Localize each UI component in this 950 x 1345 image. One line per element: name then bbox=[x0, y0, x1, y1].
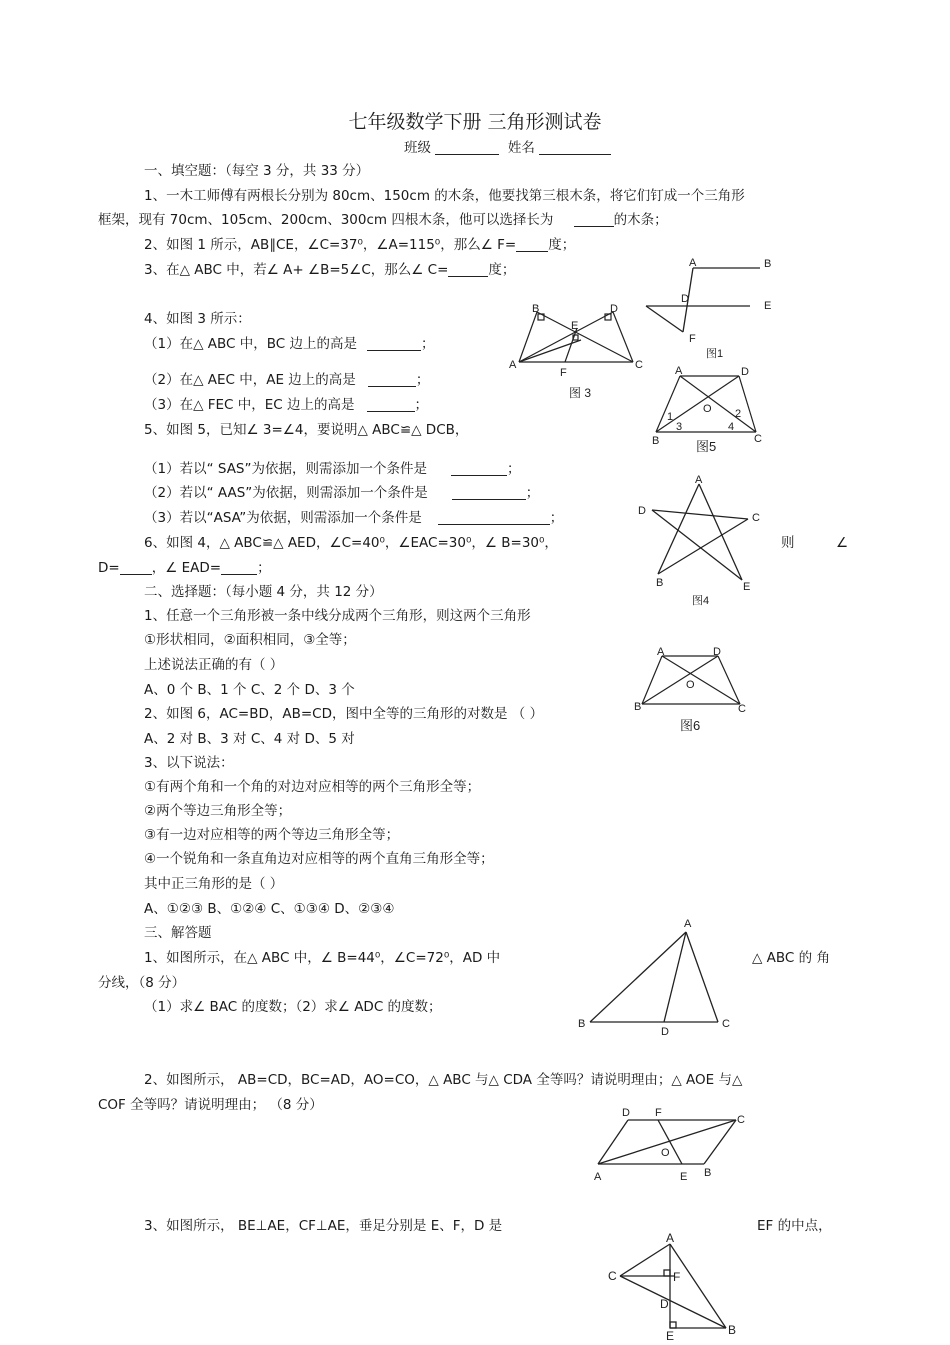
figperp-label-b: B bbox=[728, 1323, 737, 1337]
s1-q4-2-text: （2）在△ AEC 中，AE 边上的高是 bbox=[144, 372, 356, 388]
s1-q3 bbox=[144, 261, 515, 279]
s1-q1-text: 框架，现有 70cm、105cm、200cm、300cm 四根木条，他可以选择长为 bbox=[98, 212, 554, 228]
s3-q1-line2: 分线，（8 分） bbox=[98, 975, 186, 991]
s2-q3-options: A、①②③ B、①②④ C、①③④ D、②③④ bbox=[144, 901, 395, 917]
fig1-label-b: B bbox=[764, 258, 772, 270]
s1-q5-3-blank[interactable] bbox=[438, 510, 550, 525]
s1-q5-1-blank[interactable] bbox=[451, 461, 507, 476]
s1-q6-ead: ，∠ EAD= bbox=[151, 560, 222, 576]
s1-q6-ze: 则 bbox=[781, 535, 795, 551]
fig4-label-e: E bbox=[743, 581, 751, 593]
s1-q6-angle: ∠ bbox=[836, 535, 849, 551]
s1-q6-line1: 6、如图 4，△ ABC≌△ AED，∠C=40⁰，∠EAC=30⁰，∠ B=30⁰， bbox=[144, 535, 558, 551]
semicolon: ； bbox=[420, 336, 435, 352]
figperp-label-c: C bbox=[608, 1269, 617, 1283]
figure-triangle-abc bbox=[574, 914, 744, 1040]
s1-q4: 4、如图 3 所示： bbox=[144, 311, 251, 327]
name-label: 姓名 bbox=[507, 140, 535, 156]
s1-q4-3 bbox=[144, 396, 428, 414]
fig5-label-c: C bbox=[754, 433, 762, 445]
figpara-label-a: A bbox=[594, 1171, 602, 1183]
fig3-label-b: B bbox=[532, 303, 540, 315]
fig1-caption: 图1 bbox=[706, 348, 724, 360]
s1-q2-text: 2、如图 1 所示，AB∥CE，∠C=37⁰，∠A=115⁰，那么∠ F= bbox=[144, 237, 517, 253]
s3-q3-line1: 3、如图所示， BE⊥AE，CF⊥AE，垂足分别是 E、F，D 是 bbox=[144, 1218, 503, 1234]
fig6-label-c: C bbox=[738, 703, 746, 715]
class-label: 班级 bbox=[404, 140, 431, 156]
figure-4 bbox=[630, 472, 770, 608]
s2-q2: 2、如图 6，AC=BD，AB=CD，图中全等的三角形的对数是 （ ） bbox=[144, 706, 544, 722]
fig5-label-o: O bbox=[703, 403, 712, 415]
s1-q1-tail: 的木条； bbox=[613, 212, 668, 228]
s1-q5-2-text: （2）若以“ AAS”为依据，则需添加一个条件是 bbox=[144, 485, 428, 501]
fig3-label-d: D bbox=[610, 303, 618, 315]
figpara-label-o: O bbox=[661, 1147, 670, 1159]
s3-q1-line3: （1）求∠ BAC 的度数；（2）求∠ ADC 的度数； bbox=[144, 999, 442, 1015]
s2-q1-items: ①形状相同，②面积相同，③全等； bbox=[144, 632, 356, 648]
s1-q5-2 bbox=[144, 484, 539, 502]
semicolon: ； bbox=[415, 372, 430, 388]
s1-q4-1-blank[interactable] bbox=[367, 336, 421, 351]
s2-q3-item3: ③有一边对应相等的两个等边三角形全等； bbox=[144, 827, 400, 843]
figure-6 bbox=[630, 642, 754, 734]
fig5-label-b: B bbox=[652, 435, 660, 447]
s1-q6-line2 bbox=[98, 559, 271, 577]
s1-q5-3 bbox=[144, 509, 563, 527]
semicolon: ； bbox=[507, 461, 521, 477]
s1-q6-blank2[interactable] bbox=[221, 560, 257, 575]
figpara-label-c: C bbox=[737, 1114, 745, 1126]
s3-q1-line1-right: △ ABC 的 角 bbox=[752, 950, 830, 966]
figperp-label-f: F bbox=[673, 1270, 681, 1284]
figperp-label-a: A bbox=[666, 1231, 675, 1245]
s2-q3-ask: 其中正三角形的是（ ） bbox=[144, 876, 284, 892]
figure-parallelogram bbox=[590, 1102, 760, 1184]
semicolon: ； bbox=[525, 485, 540, 501]
fig5-label-a: A bbox=[675, 365, 683, 377]
fig6-label-b: B bbox=[634, 701, 642, 713]
fig1-label-d: D bbox=[681, 293, 689, 305]
fig3-label-e: E bbox=[571, 320, 579, 332]
figure-perpendicular bbox=[604, 1230, 744, 1342]
s2-q3: 3、以下说法： bbox=[144, 755, 234, 771]
fig5-label-2: 2 bbox=[735, 408, 742, 420]
figpara-label-b: B bbox=[704, 1167, 712, 1179]
s1-q6-d: D= bbox=[98, 560, 120, 576]
semicolon: ； bbox=[414, 397, 429, 413]
fig5-label-d: D bbox=[741, 366, 749, 378]
s1-q5: 5、如图 5，已知∠ 3=∠4，要说明△ ABC≌△ DCB， bbox=[144, 422, 469, 438]
figperp-label-e: E bbox=[666, 1329, 675, 1342]
s1-q1-line1: 1、一木工师傅有两根长分别为 80cm、150cm 的木条，他要找第三根木条，将它们钉成一个三角形 bbox=[144, 188, 745, 204]
s1-q5-1-text: （1）若以“ SAS”为依据，则需添加一个条件是 bbox=[144, 461, 427, 477]
semicolon: ； bbox=[549, 510, 564, 526]
s1-q5-1 bbox=[144, 460, 521, 478]
name-blank[interactable] bbox=[539, 140, 611, 155]
s1-q2-blank[interactable] bbox=[516, 237, 548, 252]
fig1-label-a: A bbox=[689, 257, 697, 269]
s2-q1-options: A、0 个 B、1 个 C、2 个 D、3 个 bbox=[144, 682, 355, 698]
s1-q4-1-text: （1）在△ ABC 中，BC 边上的高是 bbox=[144, 336, 357, 352]
s1-q2-tail: 度； bbox=[548, 237, 576, 253]
figure-5 bbox=[644, 362, 770, 454]
s1-q6-blank1[interactable] bbox=[120, 560, 152, 575]
class-blank[interactable] bbox=[435, 140, 499, 155]
figpara-label-e: E bbox=[680, 1171, 688, 1183]
fig3-label-a: A bbox=[509, 359, 517, 371]
figpara-label-d: D bbox=[622, 1107, 630, 1119]
s1-q1-line2 bbox=[98, 211, 668, 229]
section3-heading: 三、解答题 bbox=[144, 925, 212, 941]
fig4-caption: 图4 bbox=[692, 595, 710, 607]
s1-q4-2-blank[interactable] bbox=[368, 372, 416, 387]
page-title: 七年级数学下册 三角形测试卷 bbox=[348, 111, 602, 133]
s2-q3-item2: ②两个等边三角形全等； bbox=[144, 803, 292, 819]
figabc-label-a: A bbox=[684, 918, 692, 930]
s2-q1: 1、任意一个三角形被一条中线分成两个三角形，则这两个三角形 bbox=[144, 608, 531, 624]
s3-q2-line1: 2、如图所示， AB=CD，BC=AD，AO=CO，△ ABC 与△ CDA 全等吗？请说明理由；△ AOE 与△ bbox=[144, 1072, 743, 1088]
fig6-label-d: D bbox=[713, 646, 721, 658]
figabc-label-d: D bbox=[661, 1026, 669, 1038]
s1-q1-blank[interactable] bbox=[574, 212, 614, 227]
s3-q3-line1-right: EF 的中点， bbox=[757, 1218, 832, 1234]
s2-q3-item1: ①有两个角和一个角的对边对应相等的两个三角形全等； bbox=[144, 779, 481, 795]
section1-heading: 一、填空题：（每空 3 分，共 33 分） bbox=[144, 163, 370, 179]
figpara-label-f: F bbox=[655, 1107, 662, 1119]
semicolon: ； bbox=[257, 560, 271, 576]
s1-q4-3-blank[interactable] bbox=[367, 397, 415, 412]
fig4-label-c: C bbox=[752, 512, 760, 524]
figure-1 bbox=[638, 254, 788, 364]
fig6-caption: 图6 bbox=[680, 718, 701, 733]
fig4-label-a: A bbox=[695, 474, 703, 486]
s2-q1-ask: 上述说法正确的有（ ） bbox=[144, 657, 284, 673]
s1-q4-3-text: （3）在△ FEC 中，EC 边上的高是 bbox=[144, 397, 355, 413]
fig3-label-f: F bbox=[560, 367, 567, 379]
s1-q3-text: 3、在△ ABC 中，若∠ A+ ∠B=5∠C，那么∠ C= bbox=[144, 262, 449, 278]
figure-3 bbox=[505, 300, 645, 406]
s1-q4-1 bbox=[144, 335, 434, 353]
s1-q3-blank[interactable] bbox=[448, 262, 488, 277]
fig3-caption: 图 3 bbox=[569, 386, 592, 400]
s2-q2-options: A、2 对 B、3 对 C、4 对 D、5 对 bbox=[144, 731, 355, 747]
fig1-label-f: F bbox=[689, 333, 696, 345]
fig5-label-4: 4 bbox=[728, 421, 735, 433]
s3-q2-line2: COF 全等吗？请说明理由； （8 分） bbox=[98, 1097, 323, 1113]
s3-q1-line1: 1、如图所示，在△ ABC 中，∠ B=44⁰，∠C=72⁰，AD 中 bbox=[144, 950, 501, 966]
fig4-label-b: B bbox=[656, 577, 664, 589]
s1-q3-tail: 度； bbox=[488, 262, 516, 278]
fig5-label-3: 3 bbox=[676, 421, 683, 433]
fig4-label-d: D bbox=[638, 505, 646, 517]
fig5-label-1: 1 bbox=[667, 411, 674, 423]
s1-q4-2 bbox=[144, 371, 429, 389]
section2-heading: 二、选择题：（每小题 4 分，共 12 分） bbox=[144, 584, 383, 600]
fig3-label-c: C bbox=[635, 359, 643, 371]
figabc-label-c: C bbox=[722, 1018, 730, 1030]
class-name-line bbox=[404, 139, 611, 157]
fig5-caption: 图5 bbox=[696, 439, 717, 454]
fig6-label-o: O bbox=[686, 679, 695, 691]
fig1-label-e: E bbox=[764, 300, 772, 312]
s1-q5-3-text: （3）若以“ASA”为依据，则需添加一个条件是 bbox=[144, 510, 422, 526]
s1-q2 bbox=[144, 236, 575, 254]
s1-q5-2-blank[interactable] bbox=[452, 485, 526, 500]
s2-q3-item4: ④一个锐角和一条直角边对应相等的两个直角三角形全等； bbox=[144, 851, 494, 867]
fig6-label-a: A bbox=[657, 646, 665, 658]
figperp-label-d: D bbox=[660, 1297, 669, 1311]
figabc-label-b: B bbox=[578, 1018, 586, 1030]
